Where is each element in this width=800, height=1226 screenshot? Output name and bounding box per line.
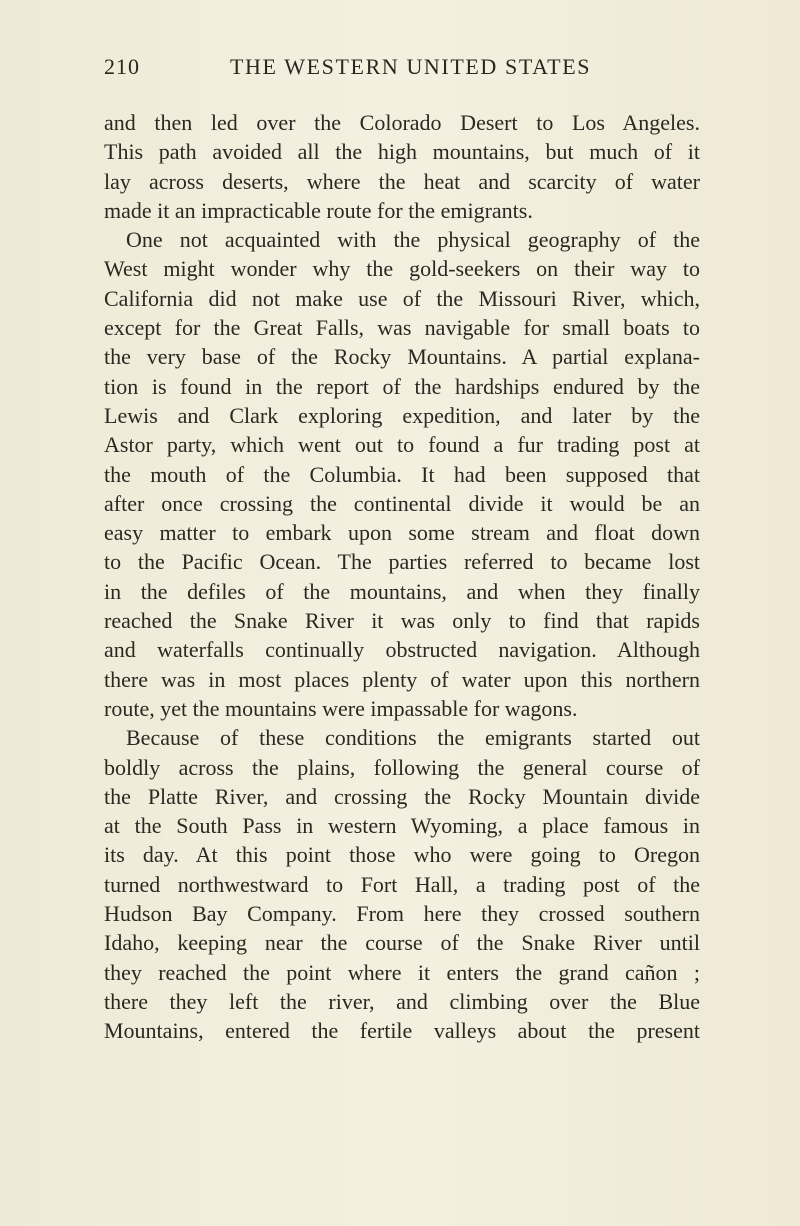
text-line: in the defiles of the mountains, and when they finally — [104, 578, 700, 604]
text-line: West might wonder why the gold-seekers on their way to — [104, 256, 700, 282]
text-line: there they left the river, and climbing over the Blue — [104, 988, 700, 1014]
text-line: the mouth of the Columbia. It had been supposed that — [104, 461, 700, 487]
text-line: made it an impracticable route for the emigrants. — [104, 197, 533, 223]
text-line: its day. At this point those who were going to Oregon — [104, 842, 700, 868]
text-line: Mountains, entered the fertile valleys about the present — [104, 1018, 700, 1044]
text-line: easy matter to embark upon some stream and float down — [104, 520, 700, 546]
text-line: California did not make use of the Missouri River, which, — [104, 285, 700, 311]
text-line: they reached the point where it enters the grand cañon ; — [104, 959, 700, 985]
text-line: tion is found in the report of the hardships endured by the — [104, 373, 700, 399]
text-line: Hudson Bay Company. From here they crossed southern — [104, 901, 700, 927]
text-line: turned northwestward to Fort Hall, a trading post of the — [104, 871, 700, 897]
text-line: lay across deserts, where the heat and scarcity of water — [104, 168, 700, 194]
text-line: except for the Great Falls, was navigable for small boats to — [104, 315, 700, 341]
page-number: 210 — [104, 54, 140, 79]
text-line: Because of these conditions the emigrants started out — [126, 725, 700, 751]
text-line: One not acquainted with the physical geography of the — [126, 227, 700, 253]
text-line: Astor party, which went out to found a fur trading post at — [104, 432, 700, 458]
text-line: to the Pacific Ocean. The parties referred to became lost — [104, 549, 700, 575]
text-line: boldly across the plains, following the general course of — [104, 754, 700, 780]
body-text — [104, 108, 700, 1046]
text-line: This path avoided all the high mountains, but much of it — [104, 139, 700, 165]
text-line: at the South Pass in western Wyoming, a place famous in — [104, 813, 700, 839]
text-line: Lewis and Clark exploring expedition, and later by the — [104, 402, 700, 428]
running-head — [104, 54, 704, 90]
text-line: the Platte River, and crossing the Rocky Mountain divide — [104, 783, 700, 809]
text-line: route, yet the mountains were impassable for wagons. — [104, 695, 578, 721]
text-line: and waterfalls continually obstructed navigation. Although — [104, 637, 700, 663]
text-line: reached the Snake River it was only to find that rapids — [104, 608, 700, 634]
text-line: after once crossing the continental divide it would be an — [104, 490, 700, 516]
text-line: and then led over the Colorado Desert to Los Angeles. — [104, 110, 700, 135]
page-header-title: THE WESTERN UNITED STATES — [230, 54, 592, 79]
text-line: Idaho, keeping near the course of the Snake River until — [104, 930, 700, 956]
text-line: the very base of the Rocky Mountains. A partial explana- — [104, 344, 700, 370]
text-line: there was in most places plenty of water upon this northern — [104, 666, 700, 692]
